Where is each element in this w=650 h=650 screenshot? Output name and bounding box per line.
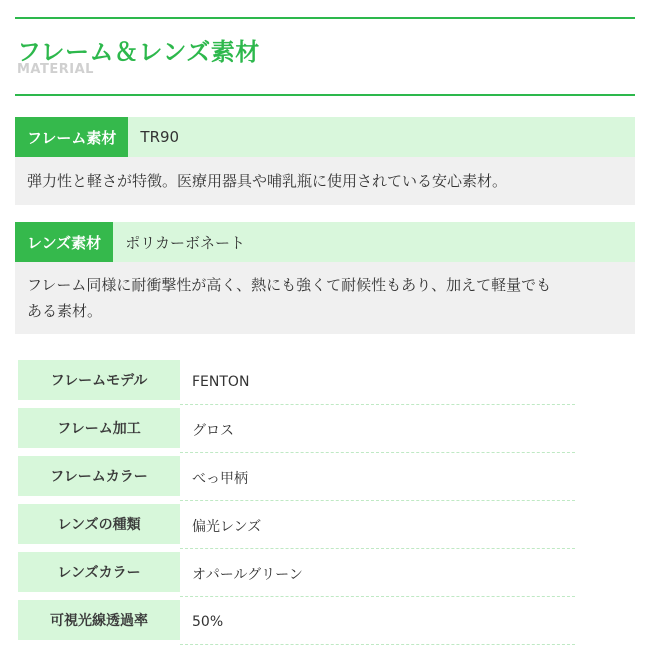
spec-row	[18, 456, 575, 504]
page-subtitle: MATERIAL	[17, 62, 94, 77]
spec-label-lens-color: レンズカラー	[18, 552, 180, 592]
spec-label-light-transmittance: 可視光線透過率	[18, 600, 180, 640]
spec-value-frame-model: FENTON	[180, 360, 575, 405]
page-title: フレーム＆レンズ素材	[17, 38, 260, 66]
spec-row	[18, 408, 575, 456]
lens-material-value: ポリカーボネート	[125, 233, 246, 252]
frame-material-section	[15, 117, 635, 205]
frame-material-description-text: 弾力性と軽さが特徴。医療用器具や哺乳瓶に使用されている安心素材。	[27, 172, 508, 190]
spec-label-frame-model: フレームモデル	[18, 360, 180, 400]
spec-value-frame-finish: グロス	[180, 408, 575, 453]
spec-row	[18, 600, 575, 648]
frame-material-description	[15, 157, 635, 205]
lens-material-description-line1: フレーム同様に耐衝撃性が高く、熱にも強くて耐候性もあり、加えて軽量でも	[27, 276, 552, 294]
spec-value-light-transmittance: 50%	[180, 600, 575, 645]
spec-row	[18, 360, 575, 408]
spec-row	[18, 504, 575, 552]
lens-material-tag: レンズ素材	[15, 222, 113, 262]
lens-material-header	[15, 222, 635, 262]
lens-material-description	[15, 262, 635, 334]
header-top-rule	[15, 17, 635, 19]
frame-material-tag: フレーム素材	[15, 117, 128, 157]
spec-value-lens-color: オパールグリーン	[180, 552, 575, 597]
spec-value-frame-color: べっ甲柄	[180, 456, 575, 501]
lens-material-description-line2: ある素材。	[27, 302, 103, 320]
frame-material-header	[15, 117, 635, 157]
spec-row	[18, 552, 575, 600]
spec-label-lens-type: レンズの種類	[18, 504, 180, 544]
lens-material-section	[15, 222, 635, 334]
spec-value-lens-type: 偏光レンズ	[180, 504, 575, 549]
spec-label-frame-finish: フレーム加工	[18, 408, 180, 448]
spec-label-frame-color: フレームカラー	[18, 456, 180, 496]
spec-table	[18, 360, 575, 648]
frame-material-value: TR90	[140, 128, 180, 146]
header-bottom-rule	[15, 94, 635, 96]
